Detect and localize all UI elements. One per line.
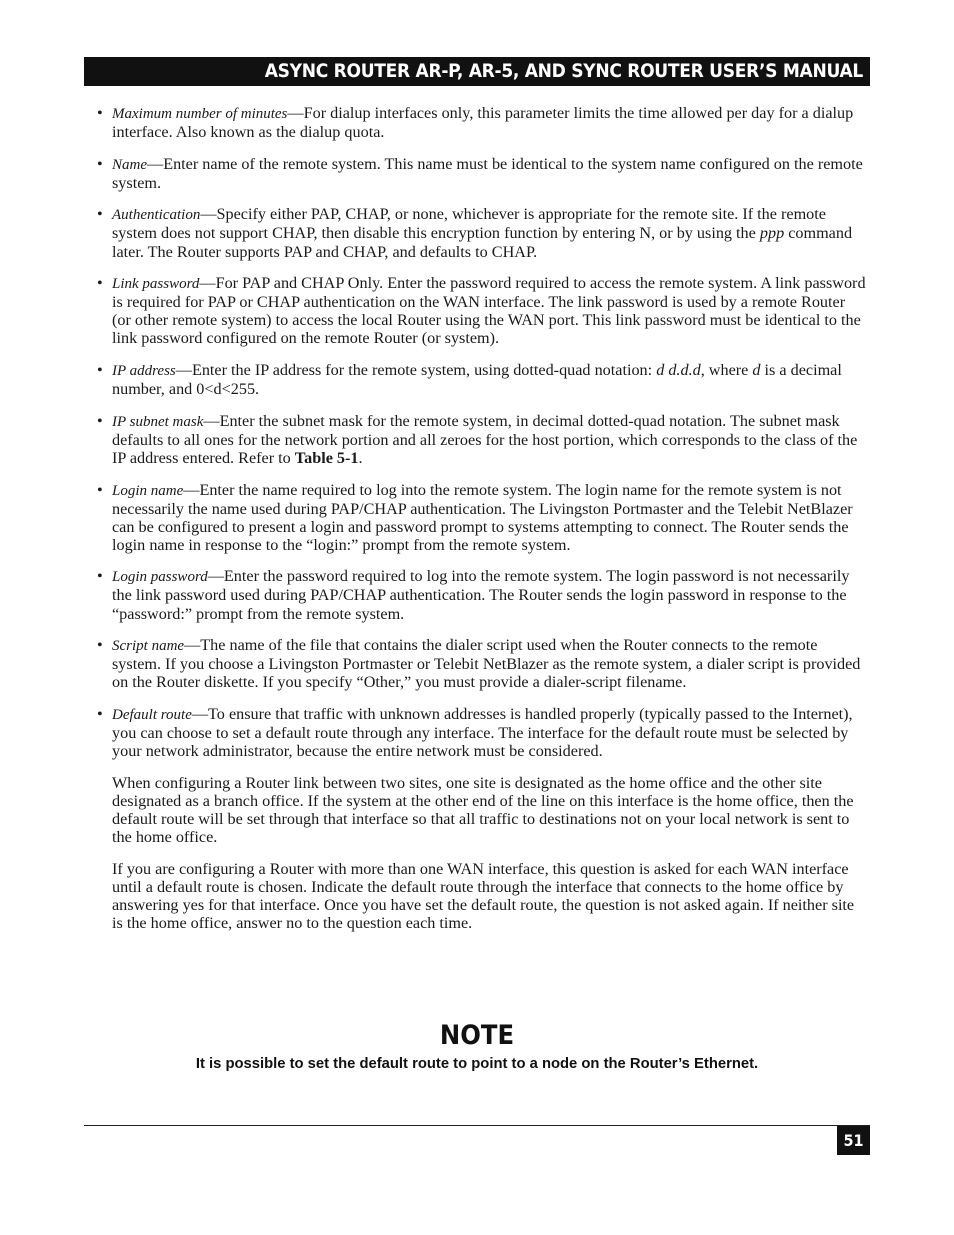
list-item-term: Login name bbox=[112, 482, 184, 499]
list-item-text: —Enter the name required to log into the remote system. The login name for the remote system is not necessarily the name used during PAP/CHAP authentication. The Livingston Portmaster and the Telebit NetBlazer can be configured to present a login and password prompt to systems attempting to connect. The Router sends the login name in response to the “login:” prompt from the remote system. bbox=[112, 480, 853, 554]
list-item-text: —For PAP and CHAP Only. Enter the password required to access the remote system. A link password is required for PAP or CHAP authentication on the WAN interface. The link password is used by a remote Router (or other remote system) to access the local Router using the WAN port. This link password must be identical to the link password configured on the remote Router (or system). bbox=[112, 274, 866, 348]
list-item-link-password bbox=[97, 274, 867, 347]
list-item-text: —Enter name of the remote system. This name must be identical to the system name configured on the remote system. bbox=[112, 154, 863, 192]
list-item-term: Default route bbox=[112, 706, 192, 723]
list-item-term: Name bbox=[112, 156, 147, 173]
list-item-text: , where bbox=[700, 361, 753, 380]
bullet-icon: • bbox=[97, 636, 103, 655]
bullet-icon: • bbox=[97, 361, 103, 380]
footer-divider bbox=[84, 1125, 870, 1126]
page-number: 51 bbox=[837, 1126, 870, 1155]
note-text: It is possible to set the default route to point to a node on the Router’s Ethernet. bbox=[195, 1056, 759, 1072]
list-item-text: —Enter the subnet mask for the remote system, in decimal dotted-quad notation. The subnet mask defaults to all ones for the network portion and all zeroes for the host portion, which corresponds to the class of the IP address entered. Refer to bbox=[112, 411, 858, 467]
body-paragraph: When configuring a Router link between two sites, one site is designated as the home office and the other site designated as a branch office. If the system at the other end of the line on this interface is the home office, then the default route will be set through that interface so that all traffic to destinations not on your local network is sent to the home office. bbox=[112, 773, 854, 846]
list-item-term: IP address bbox=[112, 363, 176, 380]
list-item-ip-address bbox=[97, 361, 867, 398]
bullet-icon: • bbox=[97, 567, 103, 586]
list-item-login-name bbox=[97, 481, 867, 554]
list-item-text: —Enter the password required to log into the remote system. The login password is not necessarily the link password used during PAP/CHAP authentication. The Router sends the login password in response to the “password:” prompt from the remote system. bbox=[112, 567, 850, 623]
list-item-max-minutes bbox=[97, 104, 867, 141]
list-item-text: —Specify either PAP, CHAP, or none, whichever is appropriate for the remote site. If the remote system does not support CHAP, then disable this encryption function by entering N, or by using the bbox=[112, 205, 826, 243]
bullet-icon: • bbox=[97, 104, 103, 122]
list-item-term: Authentication bbox=[112, 207, 201, 224]
bullet-icon: • bbox=[97, 411, 103, 430]
list-item-script-name bbox=[97, 636, 867, 691]
notation-example: d d.d.d bbox=[656, 361, 701, 380]
list-item-name bbox=[97, 155, 867, 192]
bullet-icon: • bbox=[97, 704, 103, 723]
variable-name: d bbox=[752, 361, 761, 380]
note-heading: NOTE bbox=[439, 1020, 515, 1051]
list-item-text: —For dialup interfaces only, this parameter limits the time allowed per day for a dialup interface. Also known as the dialup quota. bbox=[112, 104, 854, 142]
list-item-term: Link password bbox=[112, 276, 200, 293]
list-item-text: is a decimal number, and 0<d<255. bbox=[112, 361, 842, 399]
list-item-term: IP subnet mask bbox=[112, 413, 204, 430]
list-item-default-route bbox=[97, 705, 867, 760]
list-item-text: —To ensure that traffic with unknown addresses is handled properly (typically passed to the Internet), you can choose to set a default route through any interface. The interface for the default route must be selected by your network administrator, because the entire network must be considered. bbox=[112, 704, 853, 761]
list-item-login-password bbox=[97, 567, 867, 622]
list-item-term: Maximum number of minutes bbox=[112, 106, 288, 122]
list-item-text: command later. The Router supports PAP and CHAP, and defaults to CHAP. bbox=[112, 224, 853, 261]
list-item-ip-subnet-mask bbox=[97, 412, 867, 467]
list-item-text: —The name of the file that contains the dialer script used when the Router connects to the remote system. If you choose a Livingston Portmaster or Telebit NetBlazer as the remote system, a dialer script is provided on the Router diskette. If you specify “Other,” you must provide a dialer-script filename. bbox=[112, 636, 861, 692]
bullet-icon: • bbox=[97, 480, 103, 499]
bullet-icon: • bbox=[97, 154, 103, 173]
bullet-icon: • bbox=[97, 205, 103, 224]
list-item-authentication bbox=[97, 205, 867, 260]
bullet-icon: • bbox=[97, 274, 103, 293]
running-header: ASYNC ROUTER AR-P, AR-5, AND SYNC ROUTER USER’S MANUAL bbox=[84, 57, 870, 86]
body-content bbox=[97, 104, 867, 945]
list-item-term: Login password bbox=[112, 569, 208, 586]
list-item-text: —Enter the IP address for the remote system, using dotted-quad notation: bbox=[175, 361, 657, 380]
body-paragraph: If you are configuring a Router with more than one WAN interface, this question is asked for each WAN interface until a default route is chosen. Indicate the default route through the interface that connects to the home office by answering yes for that interface. Once you have set the default route, the question is not asked again. If neither site is the home office, answer no to the question each time. bbox=[112, 859, 855, 932]
table-reference: Table 5-1 bbox=[294, 448, 359, 467]
command-name: ppp bbox=[759, 224, 785, 243]
list-item-term: Script name bbox=[112, 638, 185, 655]
list-item-text: . bbox=[358, 448, 363, 467]
